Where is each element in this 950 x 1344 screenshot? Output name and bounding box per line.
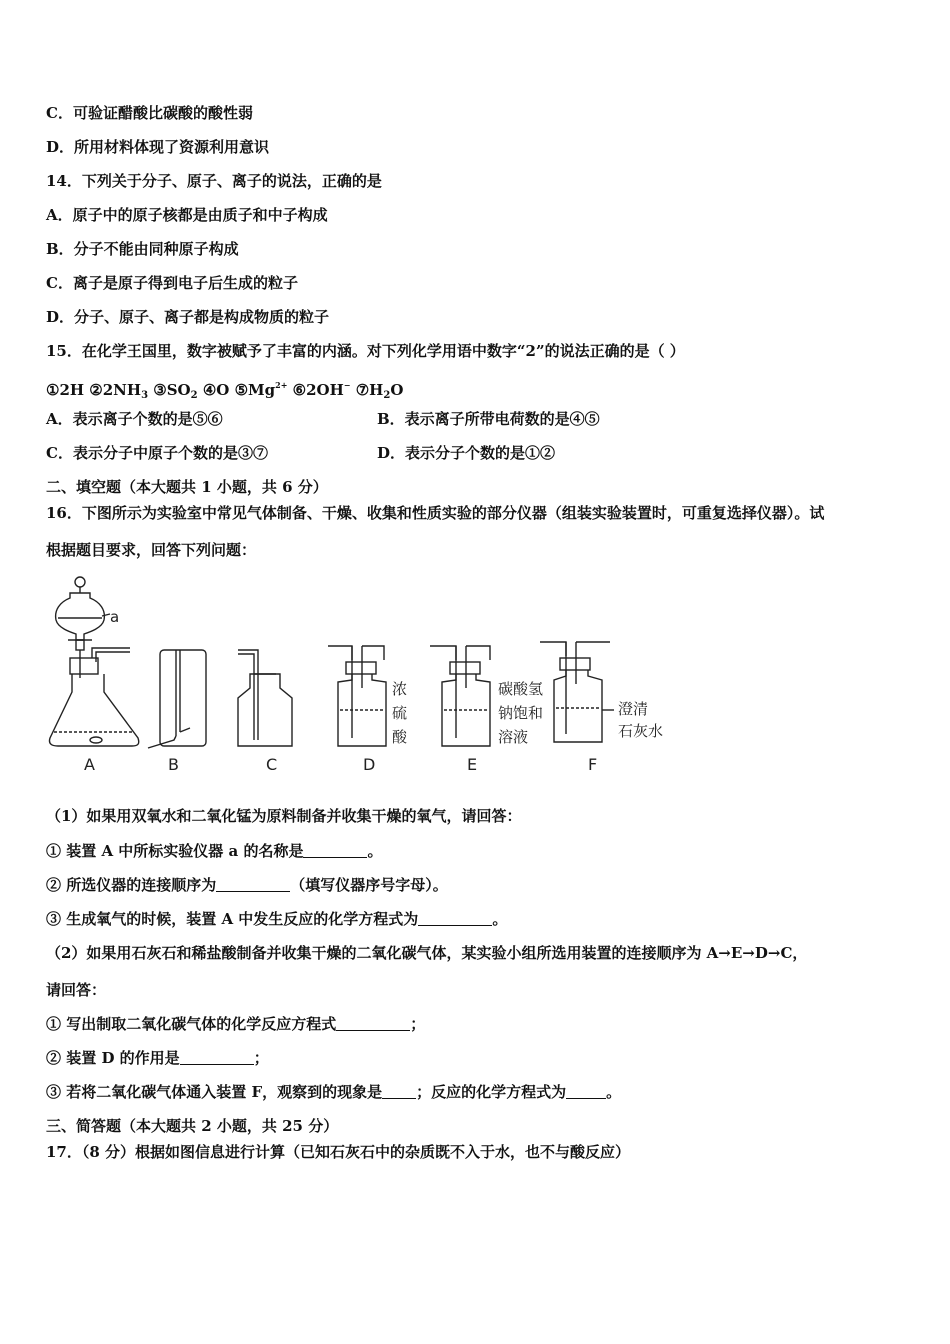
e-text-3: 溶液 bbox=[498, 728, 529, 746]
q16-part-2-1: ① 写出制取二氧化碳气体的化学反应方程式 ； bbox=[46, 1015, 426, 1033]
q16-part-1-2: ② 所选仪器的连接顺序为 （填写仪器序号字母）。 bbox=[46, 876, 448, 894]
q16-part-2-2: ② 装置 D 的作用是 ； bbox=[46, 1049, 269, 1067]
d-text-3: 酸 bbox=[392, 728, 408, 746]
q14-option-c: C．离子是原子得到电子后生成的粒子 bbox=[46, 274, 298, 292]
q16-part-2-3: ③ 若将二氧化碳气体通入装置 F，观察到的现象是 ；反应的化学方程式为 。 bbox=[46, 1083, 622, 1101]
q15-options-row1 bbox=[46, 409, 906, 429]
section-3-heading: 三、简答题（本大题共 2 小题，共 25 分） bbox=[46, 1117, 339, 1135]
fig-label-F: F bbox=[588, 755, 598, 774]
q14-option-a: A．原子中的原子核都是由质子和中子构成 bbox=[46, 206, 328, 224]
fig-label-D: D bbox=[363, 755, 376, 774]
label-a: a bbox=[110, 608, 120, 626]
q16-part-1-1: ① 装置 A 中所标实验仪器 a 的名称是 。 bbox=[46, 842, 383, 860]
q16-part-1-3: ③ 生成氧气的时候，装置 A 中发生反应的化学方程式为 。 bbox=[46, 910, 508, 928]
formula-4: ④O bbox=[202, 381, 230, 399]
q16-part-2: （2）如果用石灰石和稀盐酸制备并收集干燥的二氧化碳气体，某实验小组所选用装置的连接顺序为 A→E→D→C， bbox=[46, 944, 808, 962]
q14-option-b: B．分子不能由同种原子构成 bbox=[46, 240, 239, 258]
q16-part-2b: 请回答： bbox=[46, 981, 107, 999]
d-text-1: 浓 bbox=[392, 680, 408, 698]
q16-stem-2: 根据题目要求，回答下列问题： bbox=[46, 541, 257, 559]
q15-option-a: A．表示离子个数的是⑤⑥ bbox=[46, 410, 223, 428]
e-text-1: 碳酸氢 bbox=[498, 680, 544, 698]
formula-7: $⑦H_2O$ bbox=[355, 381, 404, 401]
apparatus-d bbox=[328, 646, 386, 746]
apparatus-f bbox=[540, 642, 614, 742]
q14-option-d: D．分子、原子、离子都是构成物质的粒子 bbox=[46, 308, 330, 326]
q16-stem-1: 16．下图所示为实验室中常见气体制备、干燥、收集和性质实验的部分仪器（组装实验装置时，可重复选择仪器）。试 bbox=[46, 504, 825, 522]
apparatus-figure bbox=[40, 570, 690, 780]
formula-1: ①2H bbox=[46, 381, 85, 399]
formula-2: $②2NH_3$ bbox=[89, 381, 149, 401]
apparatus-a bbox=[49, 577, 138, 746]
apparatus-b bbox=[148, 650, 206, 748]
apparatus-c bbox=[238, 650, 292, 746]
fig-label-E: E bbox=[467, 755, 478, 774]
formula-6: ⑥2OH− bbox=[292, 380, 351, 399]
q16-part-1: （1）如果用双氧水和二氧化锰为原料制备并收集干燥的氧气，请回答： bbox=[46, 807, 522, 825]
f-text-1: 澄清 bbox=[618, 700, 649, 718]
fig-label-C: C bbox=[266, 755, 278, 774]
q15-formulas bbox=[46, 375, 403, 406]
q15-option-b: B．表示离子所带电荷数的是④⑤ bbox=[377, 410, 600, 428]
q14-stem: 14．下列关于分子、原子、离子的说法，正确的是 bbox=[46, 172, 382, 190]
d-text-2: 硫 bbox=[392, 704, 408, 722]
q17-stem: 17．（8 分）根据如图信息进行计算（已知石灰石中的杂质既不入于水，也不与酸反应） bbox=[46, 1143, 631, 1161]
fig-label-B: B bbox=[168, 755, 179, 774]
f-text-2: 石灰水 bbox=[618, 722, 664, 740]
q13-option-d: D．所用材料体现了资源利用意识 bbox=[46, 138, 270, 156]
q15-option-c: C．表示分子中原子个数的是③⑦ bbox=[46, 444, 268, 462]
q15-options-row2 bbox=[46, 443, 906, 463]
e-text-2: 钠饱和 bbox=[498, 704, 544, 722]
apparatus-e bbox=[430, 646, 490, 746]
q13-option-c: C．可验证醋酸比碳酸的酸性弱 bbox=[46, 104, 253, 122]
formula-3: $③SO_2$ bbox=[153, 381, 198, 401]
fig-label-A: A bbox=[84, 755, 95, 774]
q15-option-d: D．表示分子个数的是①② bbox=[377, 444, 556, 462]
q15-stem: 15．在化学王国里，数字被赋予了丰富的内涵。对下列化学用语中数字“2”的说法正确的是（ ） bbox=[46, 342, 685, 360]
section-2-heading: 二、填空题（本大题共 1 小题，共 6 分） bbox=[46, 478, 328, 496]
formula-5: $⑤Mg^{2+}$ bbox=[234, 380, 288, 399]
